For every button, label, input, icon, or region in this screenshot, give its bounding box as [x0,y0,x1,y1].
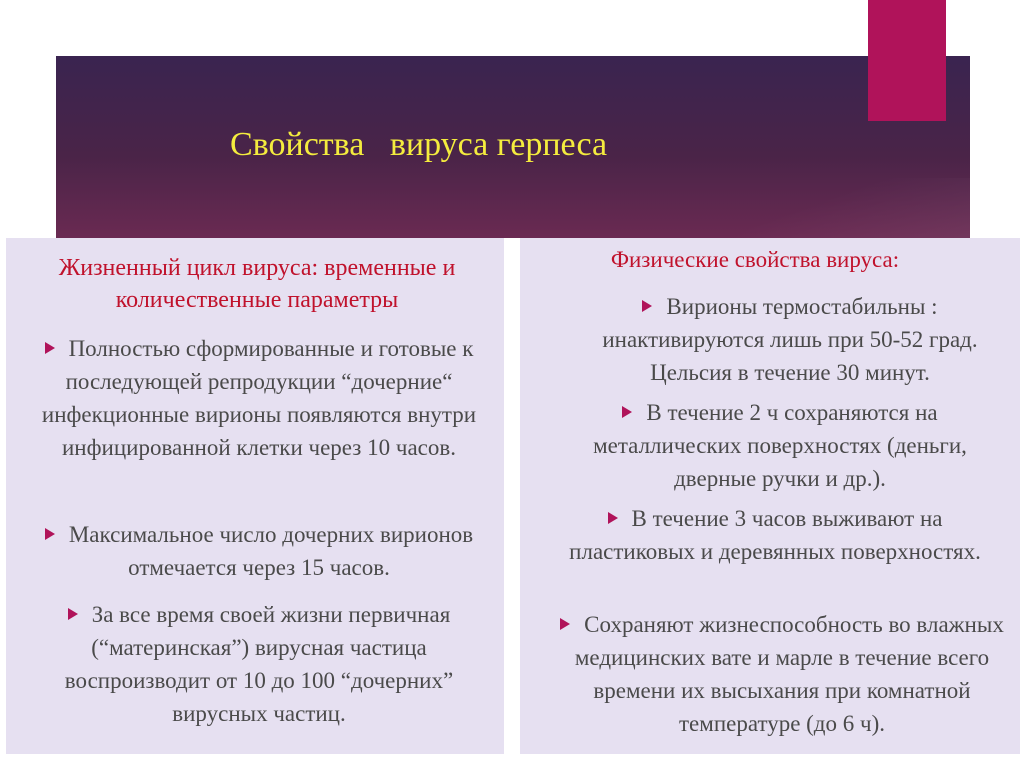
triangle-bullet-icon [45,528,55,540]
left-item-3-text: За все время своей жизни первичная (“материнская”) вирусная частица воспроизводит от 10 до 100 “дочерних” вирусных частиц. [64,602,454,726]
right-item-1-text: Вирионы термостабильны : инактивируются лишь при 50-52 град. Цельсия в течение 30 минут. [602,294,978,385]
left-item-3 [26,598,492,730]
left-item-1-text: Полностью сформированные и готовые к последующей репродукции “дочерние“ инфекционные вирионы появляются внутри инфицированной клетки через 10 часов. [41,336,477,460]
triangle-bullet-icon [45,342,55,354]
triangle-bullet-icon [560,618,570,630]
left-item-2 [26,518,492,584]
right-item-1 [570,290,1010,389]
left-item-1 [26,332,492,464]
triangle-bullet-icon [642,300,652,312]
left-item-2-text: Максимальное число дочерних вирионов отмечается через 15 часов. [68,522,474,580]
slide-title: Свойства вируса герпеса [230,126,608,163]
right-item-3 [550,502,1000,568]
left-heading: Жизненный цикл вируса: временные и количественные параметры [58,255,456,313]
right-heading: Физические свойства вируса: [610,247,900,272]
triangle-bullet-icon [622,406,632,418]
right-item-4 [550,608,1014,740]
accent-block [868,0,946,121]
right-panel [520,238,1020,754]
triangle-bullet-icon [68,608,78,620]
right-item-2 [560,396,1000,495]
right-item-3-text: В течение 3 часов выживают на пластиковых и деревянных поверхностях. [569,506,981,564]
right-item-2-text: В течение 2 ч сохраняются на металлических поверхностях (деньги, дверные ручки и др.). [593,400,967,491]
triangle-bullet-icon [608,512,618,524]
left-panel [6,238,504,754]
right-item-4-text: Сохраняют жизнеспособность во влажных медицинских вате и марле в течение всего времени их высыхания при комнатной температуре (до 6 ч). [574,612,1004,736]
